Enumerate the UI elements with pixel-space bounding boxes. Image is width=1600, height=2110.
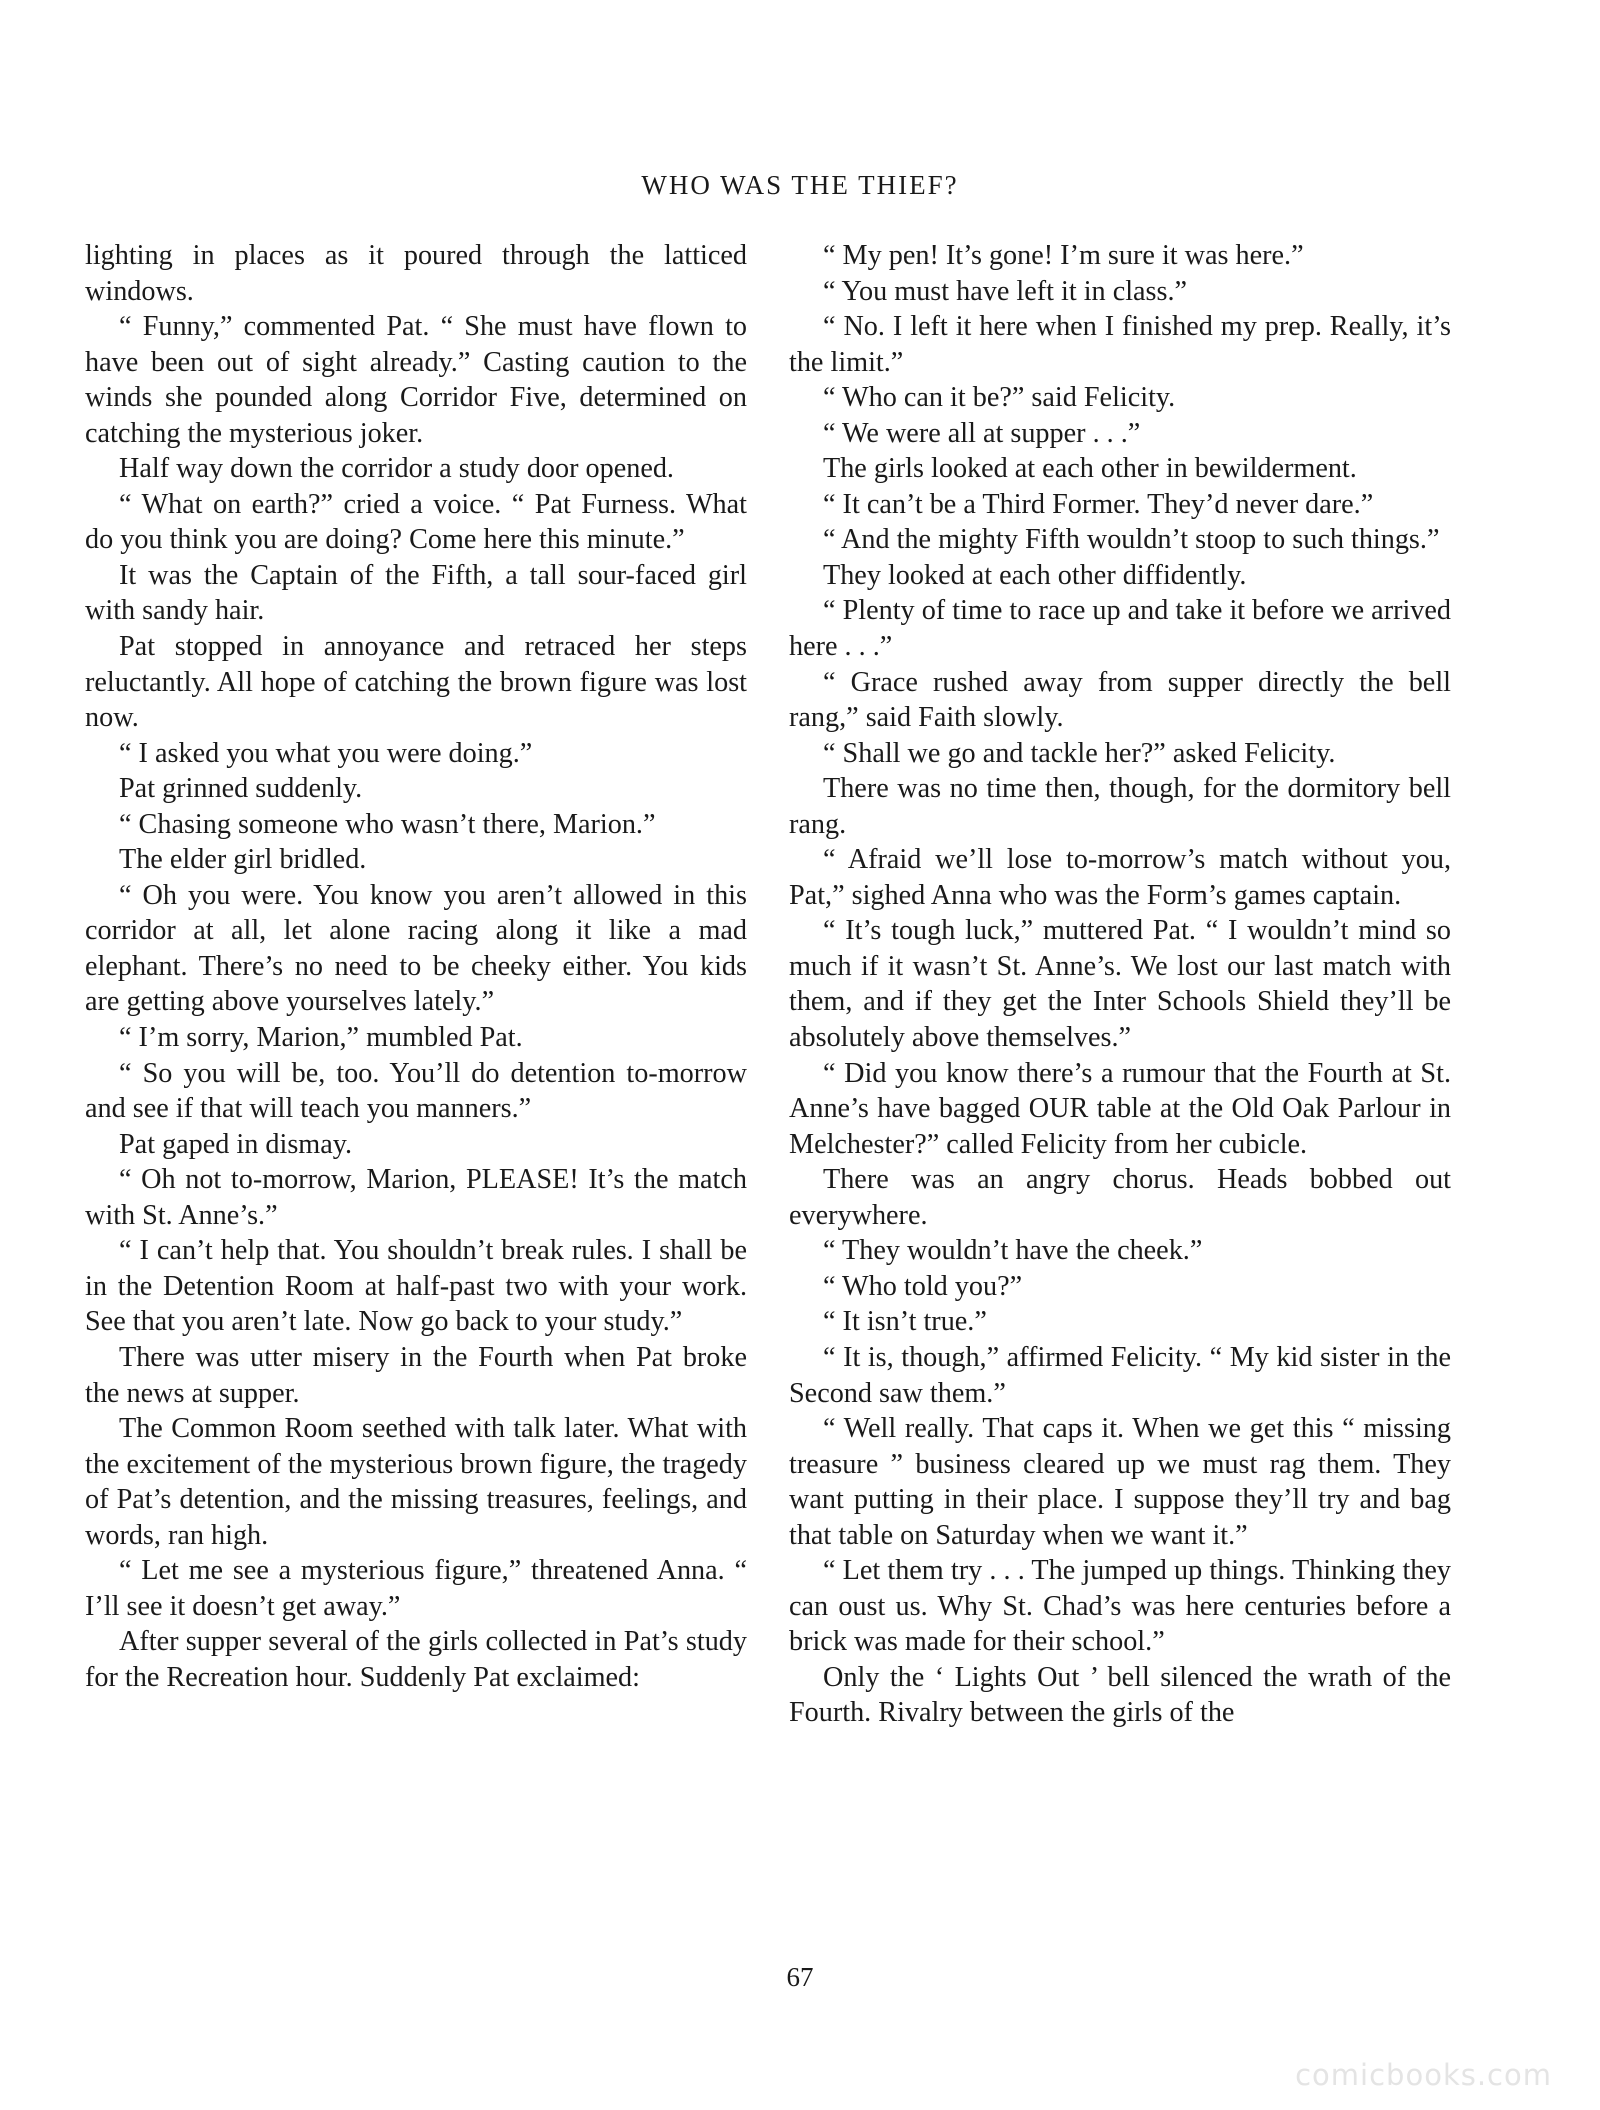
paragraph: “ Let me see a mysterious figure,” threatened Anna. “ I’ll see it doesn’t get away.” bbox=[85, 1555, 747, 1622]
paragraph: “ I asked you what you were doing.” bbox=[119, 737, 533, 769]
paragraph: lighting in places as it poured through the latticed windows. bbox=[85, 240, 747, 307]
paragraph: “ Well really. That caps it. When we get this “ missing treasure ” business cleared up we must rag them. They want putting in their place. I suppose they’ll try and bag that table on Saturday when we want it.” bbox=[789, 1413, 1451, 1551]
paragraph: After supper several of the girls collected in Pat’s study for the Recreation hour. Suddenly Pat exclaimed: bbox=[85, 1626, 747, 1693]
paragraph: “ Funny,” commented Pat. “ She must have flown to have been out of sight already.” Casting caution to the winds she pounded along Corridor Five, determined on catching the mysterious joker. bbox=[85, 311, 747, 449]
paragraph: “ So you will be, too. You’ll do detention to-morrow and see if that will teach you manners.” bbox=[85, 1057, 747, 1125]
paragraph: The elder girl bridled. bbox=[119, 844, 367, 876]
paragraph: “ My pen! It’s gone! I’m sure it was here.” bbox=[823, 240, 1304, 271]
paragraph: “ And the mighty Fifth wouldn’t stoop to such things.” bbox=[823, 524, 1440, 556]
paragraph: “ I’m sorry, Marion,” mumbled Pat. bbox=[119, 1022, 523, 1054]
paragraph: “ It can’t be a Third Former. They’d never dare.” bbox=[823, 488, 1374, 520]
page-number: 67 bbox=[786, 1962, 814, 1992]
paragraph: Pat stopped in annoyance and retraced her steps reluctantly. All hope of catching the brown figure was lost now. bbox=[85, 631, 747, 734]
paragraph: “ Grace rushed away from supper directly the bell rang,” said Faith slowly. bbox=[789, 666, 1451, 734]
paragraph: “ Shall we go and tackle her?” asked Felicity. bbox=[823, 737, 1336, 769]
paragraph: There was utter misery in the Fourth when Pat broke the news at supper. bbox=[85, 1341, 747, 1409]
paragraph: “ I can’t help that. You shouldn’t break rules. I shall be in the Detention Room at half-past two with your work. See that you aren’t late. Now go back to your study.” bbox=[85, 1235, 747, 1338]
paragraph: “ They wouldn’t have the cheek.” bbox=[823, 1235, 1203, 1267]
paragraph: “ It’s tough luck,” muttered Pat. “ I wouldn’t mind so much if it wasn’t St. Anne’s. We lost our last match with them, and if they get the Inter Schools Shield they’ll be absolutely above themselves.” bbox=[789, 915, 1451, 1054]
paragraph: “ Plenty of time to race up and take it before we arrived here . . .” bbox=[789, 595, 1451, 663]
paragraph: The Common Room seethed with talk later. What with the excitement of the mysterious brown figure, the tragedy of Pat’s detention, and the missing treasures, feelings, and words, ran high. bbox=[85, 1413, 747, 1551]
paragraph: “ Afraid we’ll lose to-morrow’s match without you, Pat,” sighed Anna who was the Form’s games captain. bbox=[789, 844, 1451, 911]
paragraph: “ Oh you were. You know you aren’t allowed in this corridor at all, let alone racing along it like a mad elephant. There’s no need to be cheeky either. You kids are getting above yourselves lately.” bbox=[85, 879, 747, 1018]
paragraph: The girls looked at each other in bewilderment. bbox=[823, 453, 1357, 485]
paragraph: “ Oh not to-morrow, Marion, PLEASE! It’s the match with St. Anne’s.” bbox=[85, 1164, 747, 1231]
paragraph: There was no time then, though, for the dormitory bell rang. bbox=[789, 773, 1451, 840]
paragraph: “ Who can it be?” said Felicity. bbox=[823, 382, 1176, 414]
paragraph: There was an angry chorus. Heads bobbed out everywhere. bbox=[789, 1164, 1451, 1231]
paragraph: “ It isn’t true.” bbox=[823, 1306, 987, 1338]
paragraph: “ You must have left it in class.” bbox=[823, 275, 1188, 307]
paragraph: Only the ‘ Lights Out ’ bell silenced the wrath of the Fourth. Rivalry between the girls of the bbox=[789, 1661, 1451, 1729]
watermark: comicbooks.com bbox=[1295, 2058, 1552, 2092]
right-column bbox=[789, 238, 1451, 1731]
page-title: WHO WAS THE THIEF? bbox=[641, 170, 959, 200]
paragraph: “ What on earth?” cried a voice. “ Pat Furness. What do you think you are doing? Come here this minute.” bbox=[85, 488, 747, 556]
paragraph: “ We were all at supper . . .” bbox=[823, 417, 1141, 449]
paragraph: They looked at each other diffidently. bbox=[823, 559, 1247, 591]
paragraph: “ Let them try . . . The jumped up things. Thinking they can oust us. Why St. Chad’s was here centuries before a brick was made for their school.” bbox=[789, 1555, 1451, 1658]
paragraph: “ Chasing someone who wasn’t there, Marion.” bbox=[119, 808, 656, 840]
paragraph: “ It is, though,” affirmed Felicity. “ My kid sister in the Second saw them.” bbox=[789, 1341, 1451, 1409]
paragraph: Pat grinned suddenly. bbox=[119, 773, 363, 805]
left-column bbox=[85, 238, 747, 1695]
paragraph: Half way down the corridor a study door opened. bbox=[119, 453, 674, 485]
paragraph: “ No. I left it here when I finished my prep. Really, it’s the limit.” bbox=[789, 311, 1451, 378]
paragraph: “ Did you know there’s a rumour that the Fourth at St. Anne’s have bagged OUR table at the Old Oak Parlour in Melchester?” called Felicity from her cubicle. bbox=[789, 1057, 1451, 1160]
paragraph: “ Who told you?” bbox=[823, 1270, 1023, 1302]
paragraph: Pat gaped in dismay. bbox=[119, 1128, 353, 1160]
paragraph: It was the Captain of the Fifth, a tall sour-faced girl with sandy hair. bbox=[85, 559, 747, 627]
